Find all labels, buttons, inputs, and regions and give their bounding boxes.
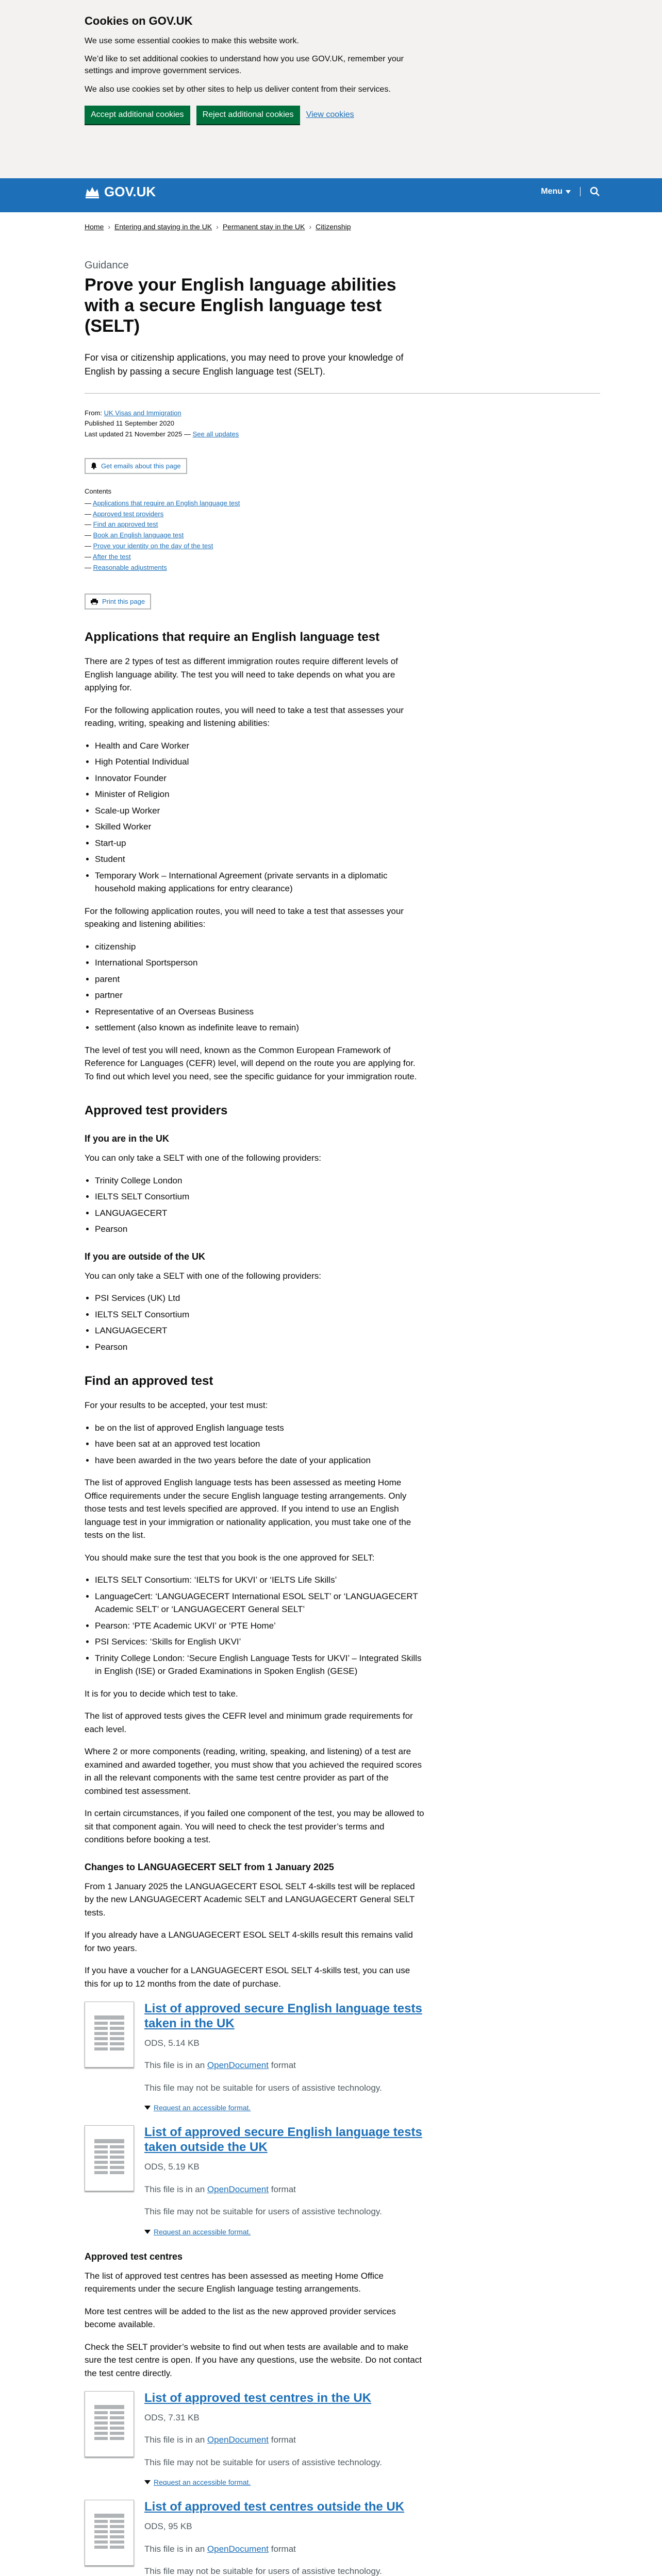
list-item: • have been sat at an approved test location [95,1437,425,1451]
subsection-heading: Changes to LANGUAGECERT SELT from 1 January 2025 [85,1861,334,1872]
bell-icon [91,462,97,469]
expand-triangle-icon [144,2480,151,2484]
govuk-logo[interactable] [85,184,156,200]
paragraph: It is for you to decide which test to take. [85,1688,238,1699]
contents-list [85,498,600,573]
spreadsheet-icon [91,2011,127,2058]
list-item: • PSI Services: ‘Skills for English UKVI’ [95,1635,425,1649]
page-lead: For visa or citizenship applications, you may need to prove your knowledge of English by passing a secure English language test (SELT). [85,352,404,377]
breadcrumb-permanent-stay[interactable]: Permanent stay in the UK [222,223,305,231]
list-item: • Health and Care Worker [95,739,425,753]
menu-label: Menu [541,187,562,196]
section-heading: Find an approved test [85,1374,213,1388]
subsection-heading: If you are outside of the UK [85,1251,206,1262]
section-heading: Applications that require an English language test [85,630,380,645]
list-item: • High Potential Individual [95,755,425,769]
from-org-link[interactable]: UK Visas and Immigration [104,409,181,417]
contents-link[interactable]: Book an English language test [93,531,184,539]
format-text: format [271,2184,296,2194]
breadcrumb-separator: › [108,223,111,231]
cookie-text-2: We’d like to set additional cookies to understand how you use GOV.UK, remember your settings and improve government services. [85,55,404,76]
crown-icon [85,185,100,198]
paragraph: The list of approved English language tests has been assessed as meeting Home Office requirements under the secure English language testing arrangements. Only those tests and test levels specified are approved. If you intend to use an English language test in your immigration or nationality application, you must take one of the tests on the list. [85,1478,411,1540]
paragraph: You can only take a SELT with one of the following providers: [85,1153,321,1163]
site-header [0,178,662,207]
list-item: • Skilled Worker [95,820,425,834]
request-accessible-format[interactable] [144,2104,425,2112]
format-text: format [271,2060,296,2071]
contents-link[interactable]: Find an approved test [93,520,158,529]
list-item: • Pearson: ‘PTE Academic UKVI’ or ‘PTE Home’ [95,1619,425,1633]
print-label: Print this page [102,598,145,606]
divider [85,393,600,394]
attachment-note: This file may not be suitable for users of assistive technology. [144,2457,382,2467]
list-item: • Pearson [95,1223,425,1236]
list-item: • LANGUAGECERT [95,1324,425,1337]
get-emails-label: Get emails about this page [101,462,181,470]
opendocument-link[interactable]: OpenDocument [207,2435,269,2445]
list-item: • IELTS SELT Consortium [95,1308,425,1321]
search-icon[interactable] [590,187,600,197]
paragraph: For the following application routes, you will need to take a test that assesses your speaking and listening abilities: [85,906,404,929]
paragraph: Where 2 or more components (reading, writing, speaking, and listening) of a test are examined and awarded together, you must show that you achieved the required scores in all the relevant components with the same test centre provider as part of the combined test assessment. [85,1747,422,1796]
paragraph: You can only take a SELT with one of the following providers: [85,1270,321,1281]
cookie-text-3: We also use cookies set by other sites to help us deliver content from their services. [85,84,391,94]
updated-date: Last updated 21 November 2025 — [85,430,191,438]
attachment [85,2125,425,2235]
attachment-note: This file may not be suitable for users of assistive technology. [144,2566,382,2576]
paragraph: More test centres will be added to the list as the new approved provider services become available. [85,2306,396,2330]
chevron-down-icon [566,190,571,194]
accept-cookies-button[interactable]: Accept additional cookies [85,106,190,124]
paragraph: You should make sure the test that you book is the one approved for SELT: [85,1552,375,1563]
paragraph: From 1 January 2025 the LANGUAGECERT ESOL SELT 4-skills test will be replaced by the new LANGUAGECERT Academic SELT and LANGUAGECERT General SELT tests. [85,1881,415,1918]
page-caption: Guidance [85,260,129,271]
contents-link[interactable]: Prove your identity on the day of the test [93,541,213,550]
contents-link[interactable]: After the test [92,552,131,561]
list-item: • be on the list of approved English language tests [95,1421,425,1435]
format-text: format [271,2544,296,2554]
paragraph: For the following application routes, you will need to take a test that assesses your reading, writing, speaking and listening abilities: [85,705,404,728]
spreadsheet-icon [91,2135,127,2181]
attachment-title-link[interactable]: List of approved secure English language tests taken outside the UK [144,2125,422,2155]
page-title: Prove your English language abilities with a secure English language test (SELT) [85,275,396,336]
list-item: • have been awarded in the two years before the date of your application [95,1454,425,1467]
attachment [85,2002,425,2112]
breadcrumb [85,212,600,231]
attachment-title-link[interactable]: List of approved test centres outside the UK [144,2500,405,2514]
attachment-size: ODS, 95 KB [144,2521,192,2532]
format-text: This file is in an [144,2184,205,2194]
list-item: • citizenship [95,940,425,954]
format-text: This file is in an [144,2544,205,2554]
list-item: • International Sportsperson [95,956,425,970]
contents-link[interactable]: Approved test providers [92,510,164,518]
spreadsheet-thumbnail-icon[interactable] [85,2002,134,2067]
list-item: • LanguageCert: ‘LANGUAGECERT International ESOL SELT’ or ‘LANGUAGECERT Academic SELT’ or ‘LANGUAGECERT General SELT’ [95,1590,425,1616]
reject-cookies-button[interactable]: Reject additional cookies [196,106,300,124]
list-item: • Minister of Religion [95,788,425,801]
list-item: • settlement (also known as indefinite leave to remain) [95,1021,425,1035]
breadcrumb-citizenship[interactable]: Citizenship [316,223,351,231]
paragraph: If you already have a LANGUAGECERT ESOL SELT 4-skills result this remains valid for two years. [85,1930,413,1953]
list-item: • IELTS SELT Consortium [95,1190,425,1204]
header-accent-bar [0,207,662,212]
contents-link[interactable]: Applications that require an English language test [92,499,240,507]
format-text: This file is in an [144,2435,205,2445]
main-content [85,630,425,2576]
opendocument-link[interactable]: OpenDocument [207,2060,269,2071]
attachment-note: This file may not be suitable for users of assistive technology. [144,2207,382,2217]
request-accessible-link[interactable]: Request an accessible format. [154,2104,251,2112]
expand-triangle-icon [144,2230,151,2234]
attachment [85,2500,425,2576]
see-all-updates-link[interactable]: See all updates [192,430,239,438]
request-accessible-link[interactable]: Request an accessible format. [154,2227,251,2236]
subsection-heading: Approved test centres [85,2251,183,2262]
list-item: • Scale-up Worker [95,804,425,818]
spreadsheet-thumbnail-icon[interactable] [85,2500,134,2566]
requirement-list [85,1421,425,1467]
paragraph: If you have a voucher for a LANGUAGECERT ESOL SELT 4-skills test, you can use this for up to 12 months from the date of purchase. [85,1965,410,1989]
published-date: Published 11 September 2020 [85,419,174,428]
list-item: • Innovator Founder [95,772,425,785]
attachment-size: ODS, 5.14 KB [144,2038,200,2048]
attachment-title-link[interactable]: List of approved secure English language tests taken in the UK [144,2002,422,2031]
attachment [85,2391,425,2486]
list-item: • Trinity College London: ‘Secure English Language Tests for UKVI’ – Integrated Skills in English (ISE) or Graded Examinations in Spoken English (GESE) [95,1652,425,1678]
paragraph: In certain circumstances, if you failed one component of the test, you may be allowed to sit that component again. You will need to check the test provider’s terms and conditions before booking a test. [85,1808,424,1845]
paragraph: The list of approved tests gives the CEFR level and minimum grade requirements for each level. [85,1711,413,1734]
request-accessible-format[interactable] [144,2228,425,2236]
route-list [85,739,425,895]
list-item: • Temporary Work – International Agreement (private servants in a diplomatic household making applications for entry clearance) [95,869,425,895]
request-accessible-link[interactable]: Request an accessible format. [154,2478,251,2487]
spreadsheet-thumbnail-icon[interactable] [85,2391,134,2457]
list-item: • Student [95,853,425,866]
menu-button[interactable] [541,187,581,196]
from-label: From: [85,409,102,417]
format-text: This file is in an [144,2060,205,2071]
spreadsheet-thumbnail-icon[interactable] [85,2125,134,2191]
cookie-banner [0,0,662,178]
section-heading: Approved test providers [85,1104,228,1118]
paragraph: For your results to be accepted, your test must: [85,1400,268,1411]
breadcrumb-separator: › [216,223,219,231]
attachment-note: This file may not be suitable for users of assistive technology. [144,2082,382,2093]
list-item: • PSI Services (UK) Ltd [95,1292,425,1305]
contents-title: Contents [85,487,112,495]
attachment-size: ODS, 7.31 KB [144,2412,200,2422]
paragraph: The level of test you will need, known as the Common European Framework of Reference for Languages (CEFR) level, will depend on the route you are applying for. To find out which level you need, see the specific guidance for your immigration route. [85,1045,417,1081]
cookie-text-1: We use some essential cookies to make this website work. [85,37,299,45]
logo-text: GOV.UK [104,183,156,199]
route-list [85,940,425,1035]
request-accessible-format[interactable] [144,2478,425,2486]
contents-link[interactable]: Reasonable adjustments [93,563,167,571]
list-item: • Start-up [95,837,425,850]
attachment-title-link[interactable]: List of approved test centres in the UK [144,2391,372,2405]
provider-list [85,1292,425,1353]
list-item: • Pearson [95,1341,425,1354]
list-item: • Representative of an Overseas Business [95,1005,425,1019]
list-item: • parent [95,973,425,986]
opendocument-link[interactable]: OpenDocument [207,2544,269,2554]
spreadsheet-icon [91,2401,127,2447]
list-item: • LANGUAGECERT [95,1207,425,1220]
expand-triangle-icon [144,2106,151,2110]
printer-icon [91,599,98,605]
opendocument-link[interactable]: OpenDocument [207,2184,269,2194]
format-text: format [271,2435,296,2445]
get-emails-button[interactable] [85,458,187,474]
test-list [85,1573,425,1678]
paragraph: Check the SELT provider’s website to find out when tests are available and to make sure the test centre is open. If you have any questions, use the website. Do not contact the test centre directly. [85,2342,422,2378]
list-item: • Trinity College London [95,1174,425,1188]
cookie-title: Cookies on GOV.UK [85,14,193,27]
view-cookies-link[interactable]: View cookies [306,110,354,119]
attachment-size: ODS, 5.19 KB [144,2162,200,2172]
breadcrumb-entering[interactable]: Entering and staying in the UK [114,223,212,231]
paragraph: The list of approved test centres has been assessed as meeting Home Office requirements under the secure English language testing arrangements. [85,2270,384,2294]
subsection-heading: If you are in the UK [85,1133,170,1144]
cookie-actions [85,106,425,124]
metadata [85,408,600,439]
list-item: • IELTS SELT Consortium: ‘IELTS for UKVI’ or ‘IELTS Life Skills’ [95,1573,425,1587]
spreadsheet-icon [91,2510,127,2556]
print-page-button[interactable] [85,594,151,609]
breadcrumb-separator: › [309,223,312,231]
list-item: • partner [95,989,425,1002]
paragraph: There are 2 types of test as different immigration routes require different levels of English language ability. The test you will need to take depends on what you are applying for. [85,656,398,693]
breadcrumb-home[interactable]: Home [85,223,104,231]
provider-list [85,1174,425,1236]
